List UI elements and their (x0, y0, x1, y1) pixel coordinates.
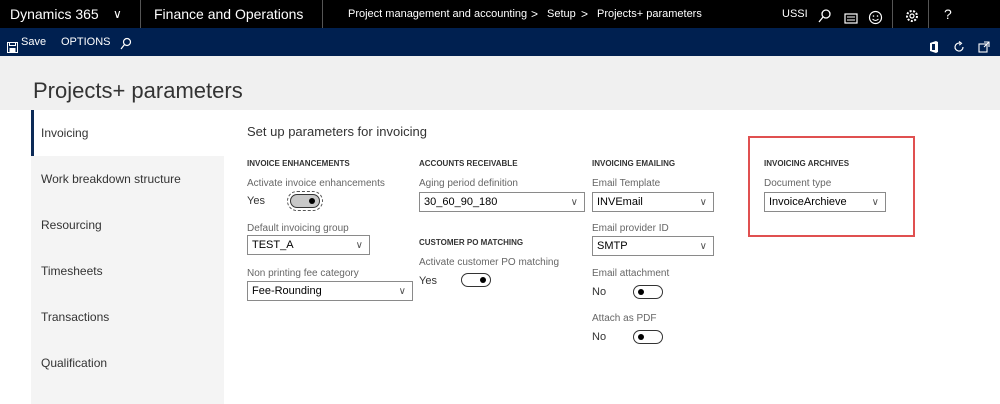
message-icon[interactable] (844, 8, 858, 22)
tab-resourcing[interactable]: Resourcing (41, 218, 102, 232)
document-type-select[interactable] (764, 192, 886, 212)
chevron-down-icon: ∨ (699, 197, 707, 208)
email-template-label: Email Template (592, 178, 661, 189)
search-icon[interactable] (120, 34, 132, 50)
aging-period-definition-label: Aging period definition (419, 178, 518, 189)
aging-period-definition-value: 30_60_90_180 (424, 196, 498, 208)
activate-customer-po-matching-label: Activate customer PO matching (419, 257, 560, 268)
breadcrumb-item[interactable]: Setup (547, 8, 576, 20)
divider (322, 0, 323, 28)
tab-qualification[interactable]: Qualification (41, 356, 108, 370)
email-attachment-toggle[interactable] (633, 285, 663, 299)
aging-period-definition-select[interactable] (419, 192, 585, 212)
divider (892, 0, 893, 28)
tab-invoicing[interactable]: Invoicing (31, 110, 224, 156)
activate-invoice-enhancements-label: Activate invoice enhancements (247, 178, 385, 189)
toggle-knob (638, 334, 644, 340)
search-icon[interactable] (818, 6, 832, 22)
app-name[interactable]: Dynamics 365 (10, 6, 99, 22)
smiley-icon[interactable] (868, 7, 883, 22)
default-invoicing-group-value: TEST_A (252, 239, 294, 251)
activate-customer-po-matching-toggle[interactable] (461, 273, 491, 287)
section-heading: Set up parameters for invoicing (247, 124, 427, 139)
office-icon[interactable] (929, 36, 939, 48)
default-invoicing-group-select[interactable] (247, 235, 370, 255)
tab-work-breakdown-structure[interactable]: Work breakdown structure (41, 172, 181, 186)
email-provider-id-label: Email provider ID (592, 223, 669, 234)
email-attachment-value: No (592, 286, 607, 298)
chevron-down-icon: ∨ (355, 240, 363, 251)
breadcrumb-item[interactable]: Projects+ parameters (597, 8, 702, 20)
gear-icon[interactable] (904, 6, 920, 22)
popout-icon[interactable] (978, 36, 990, 48)
non-printing-fee-category-value: Fee-Rounding (252, 285, 322, 297)
email-template-select[interactable] (592, 192, 714, 212)
module-name[interactable]: Finance and Operations (154, 6, 304, 22)
toggle-knob (309, 198, 315, 204)
tab-transactions[interactable]: Transactions (41, 310, 110, 324)
breadcrumb-item[interactable]: Project management and accounting (348, 8, 528, 20)
document-type-value: InvoiceArchieve (769, 196, 847, 208)
top-nav-bar (0, 0, 1000, 28)
activate-customer-po-matching-value: Yes (419, 275, 437, 287)
email-template-value: INVEmail (597, 196, 643, 208)
activate-invoice-enhancements-toggle[interactable] (290, 194, 320, 208)
help-icon[interactable]: ? (944, 6, 952, 22)
action-pane (0, 28, 1000, 56)
save-button[interactable]: Save (21, 36, 47, 48)
activate-invoice-enhancements-value: Yes (247, 195, 265, 207)
non-printing-fee-category-label: Non printing fee category (247, 268, 359, 279)
non-printing-fee-category-select[interactable] (247, 281, 413, 301)
invoice-enhancements-title: INVOICE ENHANCEMENTS (247, 159, 350, 168)
attach-as-pdf-toggle[interactable] (633, 330, 663, 344)
options-button[interactable]: OPTIONS (61, 36, 111, 48)
accounts-receivable-title: ACCOUNTS RECEIVABLE (419, 159, 518, 168)
app-switcher-chevron-icon[interactable]: ∨ (113, 7, 122, 21)
toggle-knob (480, 277, 486, 283)
chevron-down-icon: ∨ (570, 197, 578, 208)
tab-timesheets[interactable]: Timesheets (41, 264, 103, 278)
breadcrumb-separator-icon: > (581, 7, 589, 21)
customer-po-matching-title: CUSTOMER PO MATCHING (419, 238, 524, 247)
breadcrumb-separator-icon: > (531, 7, 539, 21)
default-invoicing-group-label: Default invoicing group (247, 223, 349, 234)
vertical-tab-list (31, 110, 224, 404)
divider (928, 0, 929, 28)
refresh-icon[interactable] (953, 36, 965, 48)
invoicing-emailing-title: INVOICING EMAILING (592, 159, 676, 168)
toggle-knob (638, 289, 644, 295)
company-picker[interactable]: USSI (782, 8, 808, 20)
attach-as-pdf-value: No (592, 331, 607, 343)
email-provider-id-value: SMTP (597, 240, 628, 252)
email-provider-id-select[interactable] (592, 236, 714, 256)
save-icon[interactable] (7, 36, 18, 48)
chevron-down-icon: ∨ (871, 197, 879, 208)
attach-as-pdf-label: Attach as PDF (592, 313, 657, 324)
document-type-label: Document type (764, 178, 832, 189)
email-attachment-label: Email attachment (592, 268, 670, 279)
chevron-down-icon: ∨ (699, 241, 707, 252)
invoicing-archives-title: INVOICING ARCHIVES (764, 159, 850, 168)
chevron-down-icon: ∨ (398, 286, 406, 297)
divider (140, 0, 141, 28)
page-title: Projects+ parameters (33, 78, 243, 103)
